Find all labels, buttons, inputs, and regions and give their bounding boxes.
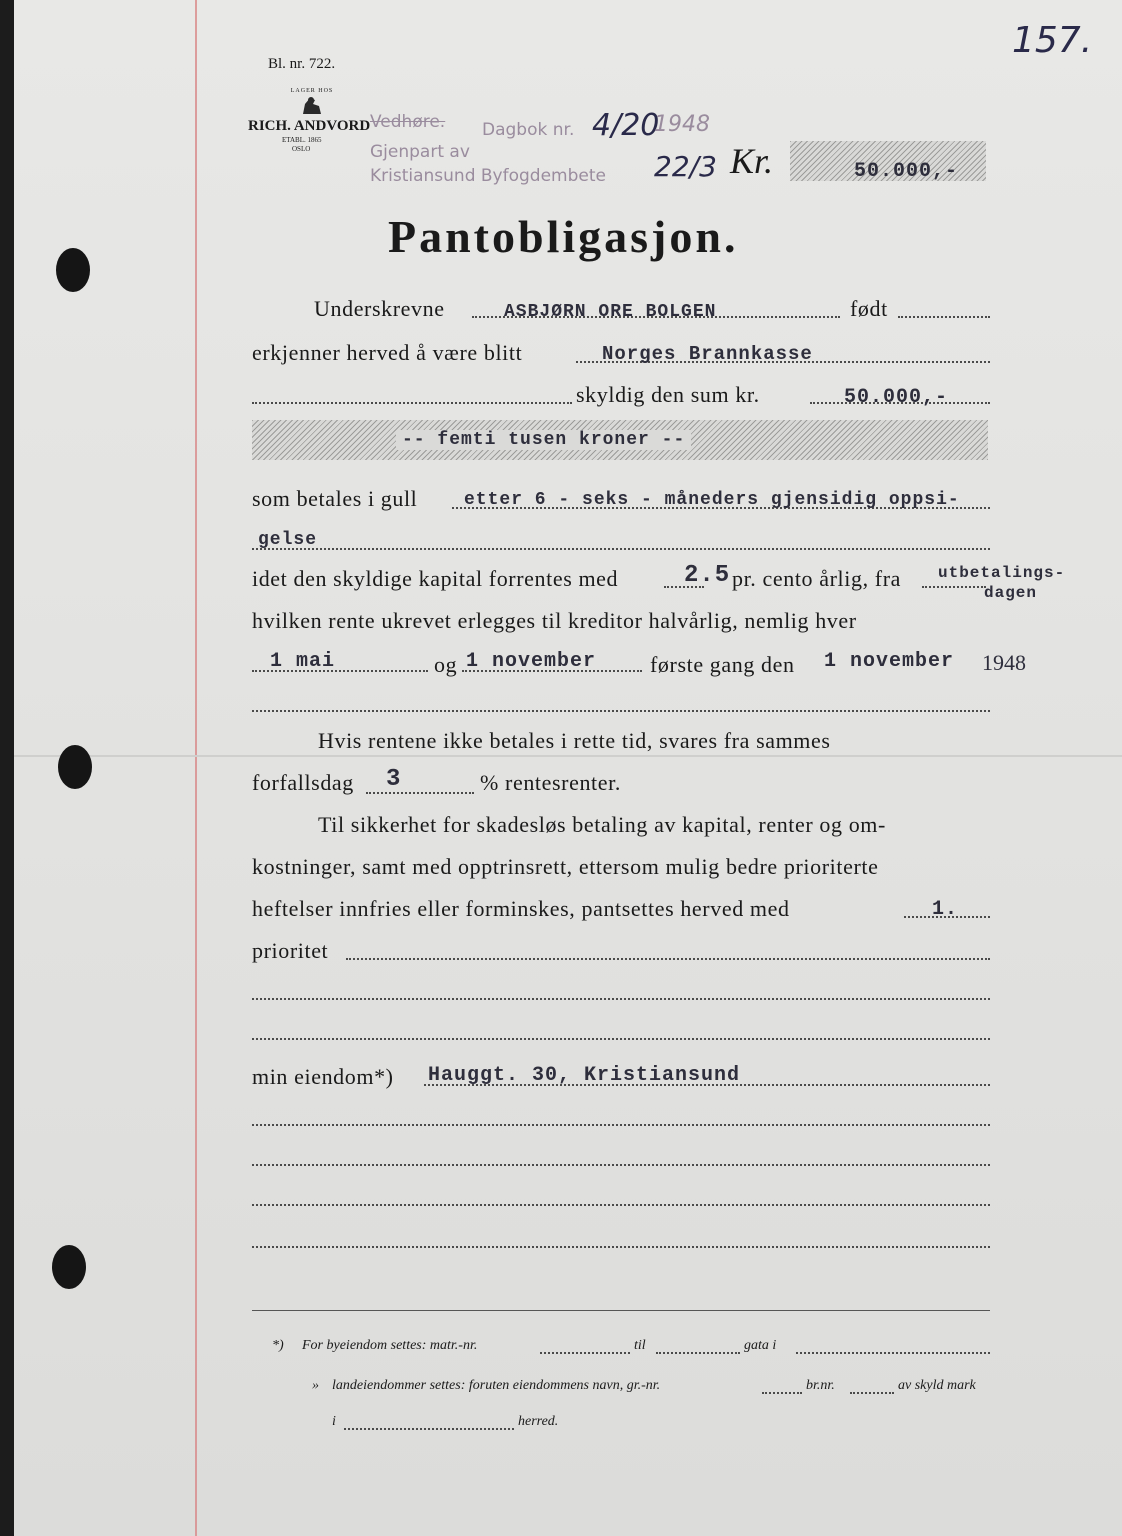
footnote-dotline-1b xyxy=(656,1352,740,1354)
interest-first-year: 1948 xyxy=(982,650,1026,675)
footnote-separator xyxy=(252,1310,990,1311)
security-line1: Til sikkerhet for skadesløs betaling av kapital, renter og om- xyxy=(318,812,886,837)
form-number: Bl. nr. 722. xyxy=(268,56,336,72)
blank-dotline-3 xyxy=(252,1124,990,1126)
sum-value: 50.000,- xyxy=(844,386,949,409)
stamp-line1: Vedhøre. xyxy=(370,112,446,132)
footnote-marker-2: » xyxy=(312,1378,319,1393)
punch-hole-top xyxy=(56,248,90,292)
punch-hole-bottom xyxy=(52,1245,86,1289)
publisher-name: RICH. ANDVORD xyxy=(248,118,371,134)
late-line1: Hvis rentene ikke betales i rette tid, svares fra sammes xyxy=(318,728,831,753)
footnote-dotline-2a xyxy=(762,1392,802,1394)
late-label: forfallsdag xyxy=(252,770,354,795)
late-rate: 3 xyxy=(386,766,402,793)
footnote-line2-c: av skyld mark xyxy=(898,1378,976,1393)
stamp-line2: Gjenpart av xyxy=(370,142,470,162)
creditor-label: erkjenner herved å være blitt xyxy=(252,340,523,365)
stamp-dagbok-number: 4/20 xyxy=(592,108,660,143)
blank-dotline-4 xyxy=(252,1164,990,1166)
creditor-name: Norges Brannkasse xyxy=(602,343,813,365)
punch-hole-middle xyxy=(58,745,92,789)
stamp-year: 1948 xyxy=(654,112,710,137)
footnote-dotline-2b xyxy=(850,1392,894,1394)
debtor-name: ASBJØRN ORE BOLGEN xyxy=(504,302,717,322)
interest-date1-dotline xyxy=(252,670,428,672)
born-label: født xyxy=(850,296,888,321)
sum-words: -- femti tusen kroner -- xyxy=(396,430,691,450)
born-dotline xyxy=(898,316,990,318)
stamp-date: 22/3 xyxy=(654,150,717,183)
amount-value: 50.000,- xyxy=(854,160,959,183)
debtor-label: Underskrevne xyxy=(314,296,445,321)
page-number: 157. xyxy=(1012,20,1093,61)
property-label: min eiendom*) xyxy=(252,1064,394,1089)
knight-icon xyxy=(295,94,329,116)
interest-from-line2: dagen xyxy=(984,584,1038,602)
footnote-line1-b: til xyxy=(634,1338,646,1353)
footnote-line2-a: landeiendommer settes: foruten eiendommens navn, gr.-nr. xyxy=(332,1378,661,1393)
interest-from-dotline xyxy=(922,586,986,588)
payment-line2: gelse xyxy=(258,530,318,550)
interest-date1: 1 mai xyxy=(270,650,336,673)
late-suffix: % rentesrenter. xyxy=(480,770,621,795)
stamp-dagbok-label: Dagbok nr. xyxy=(482,120,575,140)
security-line3: heftelser innfries eller forminskes, pantsettes herved med xyxy=(252,896,790,921)
blank-dotline-2 xyxy=(252,1038,990,1040)
publisher-logo xyxy=(282,88,342,121)
document-page xyxy=(14,0,1122,1536)
page-title: Pantobligasjon. xyxy=(388,211,739,262)
amount-label: Kr. xyxy=(730,141,774,181)
blank-dotline-1 xyxy=(252,998,990,1000)
footnote-marker-1: *) xyxy=(272,1338,284,1353)
red-margin-line xyxy=(195,0,197,1536)
interest-from-line1: utbetalings- xyxy=(938,564,1066,582)
payment-label: som betales i gull xyxy=(252,486,418,511)
priority-label: prioritet xyxy=(252,938,329,963)
blank-dotline-6 xyxy=(252,1246,990,1248)
security-line2: kostninger, samt med opptrinsrett, ettersom mulig bedre prioriterte xyxy=(252,854,879,879)
payment-dotline2 xyxy=(252,548,990,550)
late-dotline xyxy=(366,792,474,794)
interest-label-mid: pr. cento årlig, fra xyxy=(732,566,901,591)
publisher-city: OSLO xyxy=(292,145,311,153)
footnote-line1-c: gata i xyxy=(744,1338,777,1353)
paper-fold xyxy=(14,755,1122,757)
interest-line2: hvilken rente ukrevet erlegges til kreditor halvårlig, nemlig hver xyxy=(252,608,857,633)
priority-dotline xyxy=(346,958,990,960)
sum-label: skyldig den sum kr. xyxy=(576,382,760,407)
priority-value: 1. xyxy=(932,898,959,921)
publisher-estab: ETABL. 1865 xyxy=(282,136,322,144)
footnote-dotline-1c xyxy=(796,1352,990,1354)
interest-date2: 1 november xyxy=(466,650,597,673)
interest-og: og xyxy=(434,652,458,677)
property-value: Hauggt. 30, Kristiansund xyxy=(428,1064,741,1087)
logo-text: LAGER HOS xyxy=(290,88,334,94)
interest-blank-dotline xyxy=(252,710,990,712)
payment-line1: etter 6 - seks - måneders gjensidig oppsi- xyxy=(464,490,960,510)
stamp-line3: Kristiansund Byfogdembete xyxy=(370,166,606,186)
footnote-dotline-3 xyxy=(344,1428,514,1430)
interest-rate: 2.5 xyxy=(684,562,731,589)
interest-date2-dotline xyxy=(462,670,642,672)
footnote-line1-a: For byeiendom settes: matr.-nr. xyxy=(302,1338,478,1353)
interest-first-label: første gang den xyxy=(650,652,795,677)
footnote-line3-a: i xyxy=(332,1414,336,1429)
footnote-line3-b: herred. xyxy=(518,1414,559,1429)
footnote-line2-b: br.nr. xyxy=(806,1378,835,1393)
interest-first-date: 1 november xyxy=(824,650,955,673)
sum-leading-dotline xyxy=(252,402,572,404)
blank-dotline-5 xyxy=(252,1204,990,1206)
footnote-dotline-1a xyxy=(540,1352,630,1354)
interest-label-start: idet den skyldige kapital forrentes med xyxy=(252,566,619,591)
